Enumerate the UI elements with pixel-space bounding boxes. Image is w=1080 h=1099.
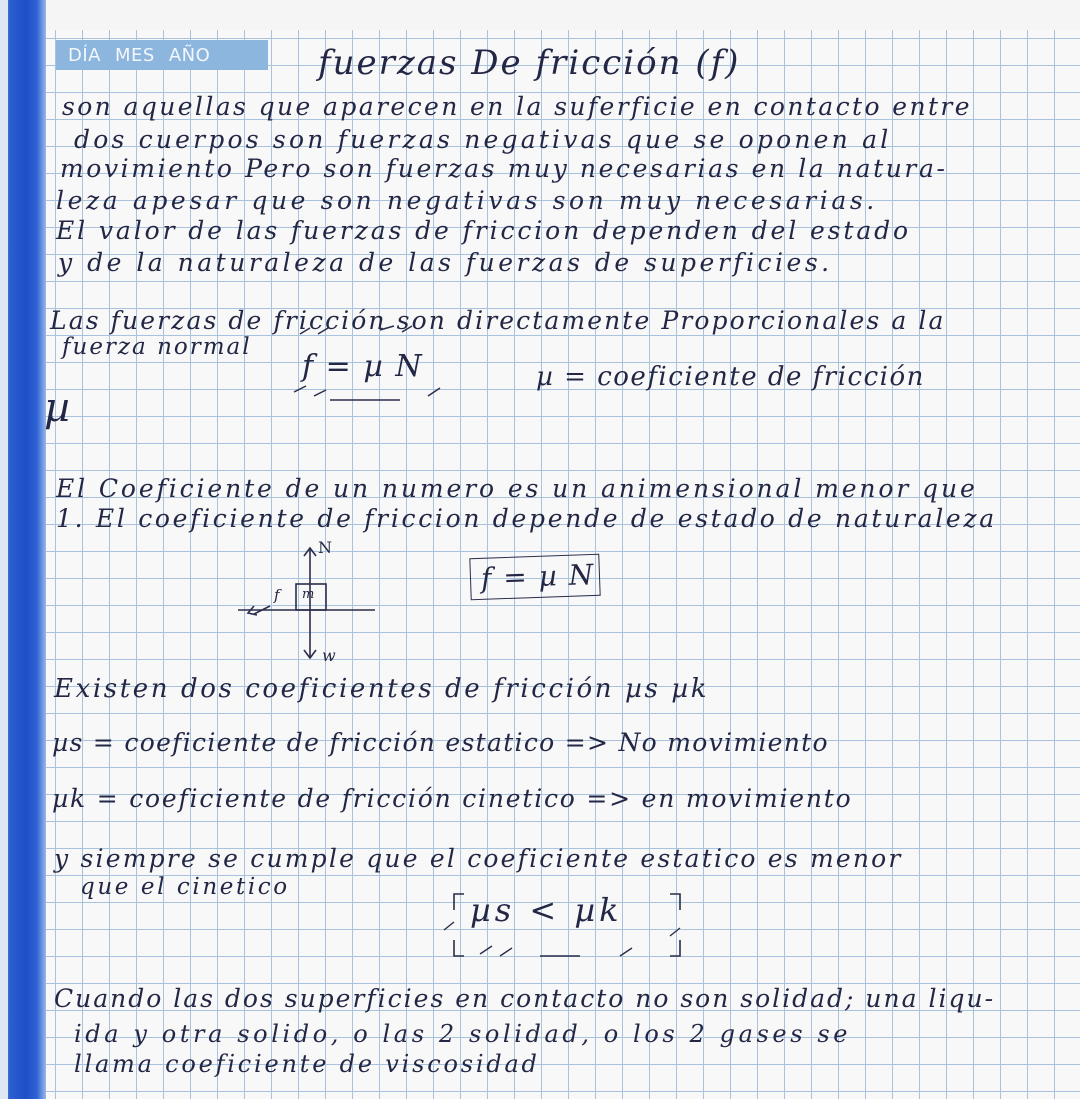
month-label: MES (114, 44, 155, 66)
coefficient-line: 1. El coeficiente de friccion depende de estado de naturaleza (56, 504, 997, 533)
friction-formula: f = µ N (302, 349, 424, 384)
weight-label: w (322, 646, 338, 665)
mass-label: m (302, 587, 316, 602)
comparison-line: y siempre se cumple que el coeficiente estatico es menor (54, 844, 903, 873)
paragraph-line: son aquellas que aparecen en la suferficie en contacto entre (62, 92, 972, 121)
formula-scribbles (290, 326, 480, 406)
two-coefficients-line: Existen dos coeficientes de fricción µs µk (54, 674, 710, 704)
friction-label: f (274, 586, 282, 604)
comparison-line: que el cinetico (80, 874, 290, 900)
paragraph-line: dos cuerpos son fuerzas negativas que se oponen al (74, 125, 892, 154)
coefficient-line: El Coeficiente de un numero es un animensional menor que (56, 474, 978, 503)
viscosity-line: ida y otra solido, o las 2 solidad, o los 2 gases se (74, 1020, 852, 1048)
day-label: DÍA (68, 44, 101, 66)
boxed-friction-formula: f = µ N (480, 557, 596, 595)
notebook-binding (0, 0, 46, 1099)
static-coefficient-line: µs = coeficiente de fricción estatico => No movimiento (52, 728, 829, 757)
paragraph-line: movimiento Pero son fuerzas muy necesarias en la natura- (60, 154, 948, 183)
viscosity-line: llama coeficiente de viscosidad (74, 1050, 540, 1078)
mu-definition: µ = coeficiente de fricción (536, 362, 925, 392)
year-label: AÑO (168, 44, 211, 66)
viscosity-line: Cuando las dos superficies en contacto no son solidad; una liqu- (54, 984, 996, 1013)
free-body-diagram (230, 540, 380, 670)
kinetic-coefficient-line: µk = coeficiente de fricción cinetico => en movimiento (52, 784, 853, 813)
inequality-formula: µs < µk (470, 891, 623, 929)
mu-symbol: µ (44, 385, 72, 431)
paragraph-line: y de la naturaleza de las fuerzas de superficies. (58, 248, 833, 277)
paragraph-line: El valor de las fuerzas de friccion dependen del estado (56, 216, 911, 245)
date-header (56, 40, 268, 70)
page-title: fuerzas De fricción (f) (318, 43, 741, 83)
proportional-line: Las fuerzas de fricción son directamente Proporcionales a la (50, 306, 946, 335)
proportional-line: fuerza normal (62, 334, 252, 360)
normal-label: N (318, 538, 334, 557)
inequality-bracket (440, 880, 690, 970)
paragraph-line: leza apesar que son negativas son muy necesarias. (56, 186, 878, 215)
formula-box (469, 554, 600, 601)
